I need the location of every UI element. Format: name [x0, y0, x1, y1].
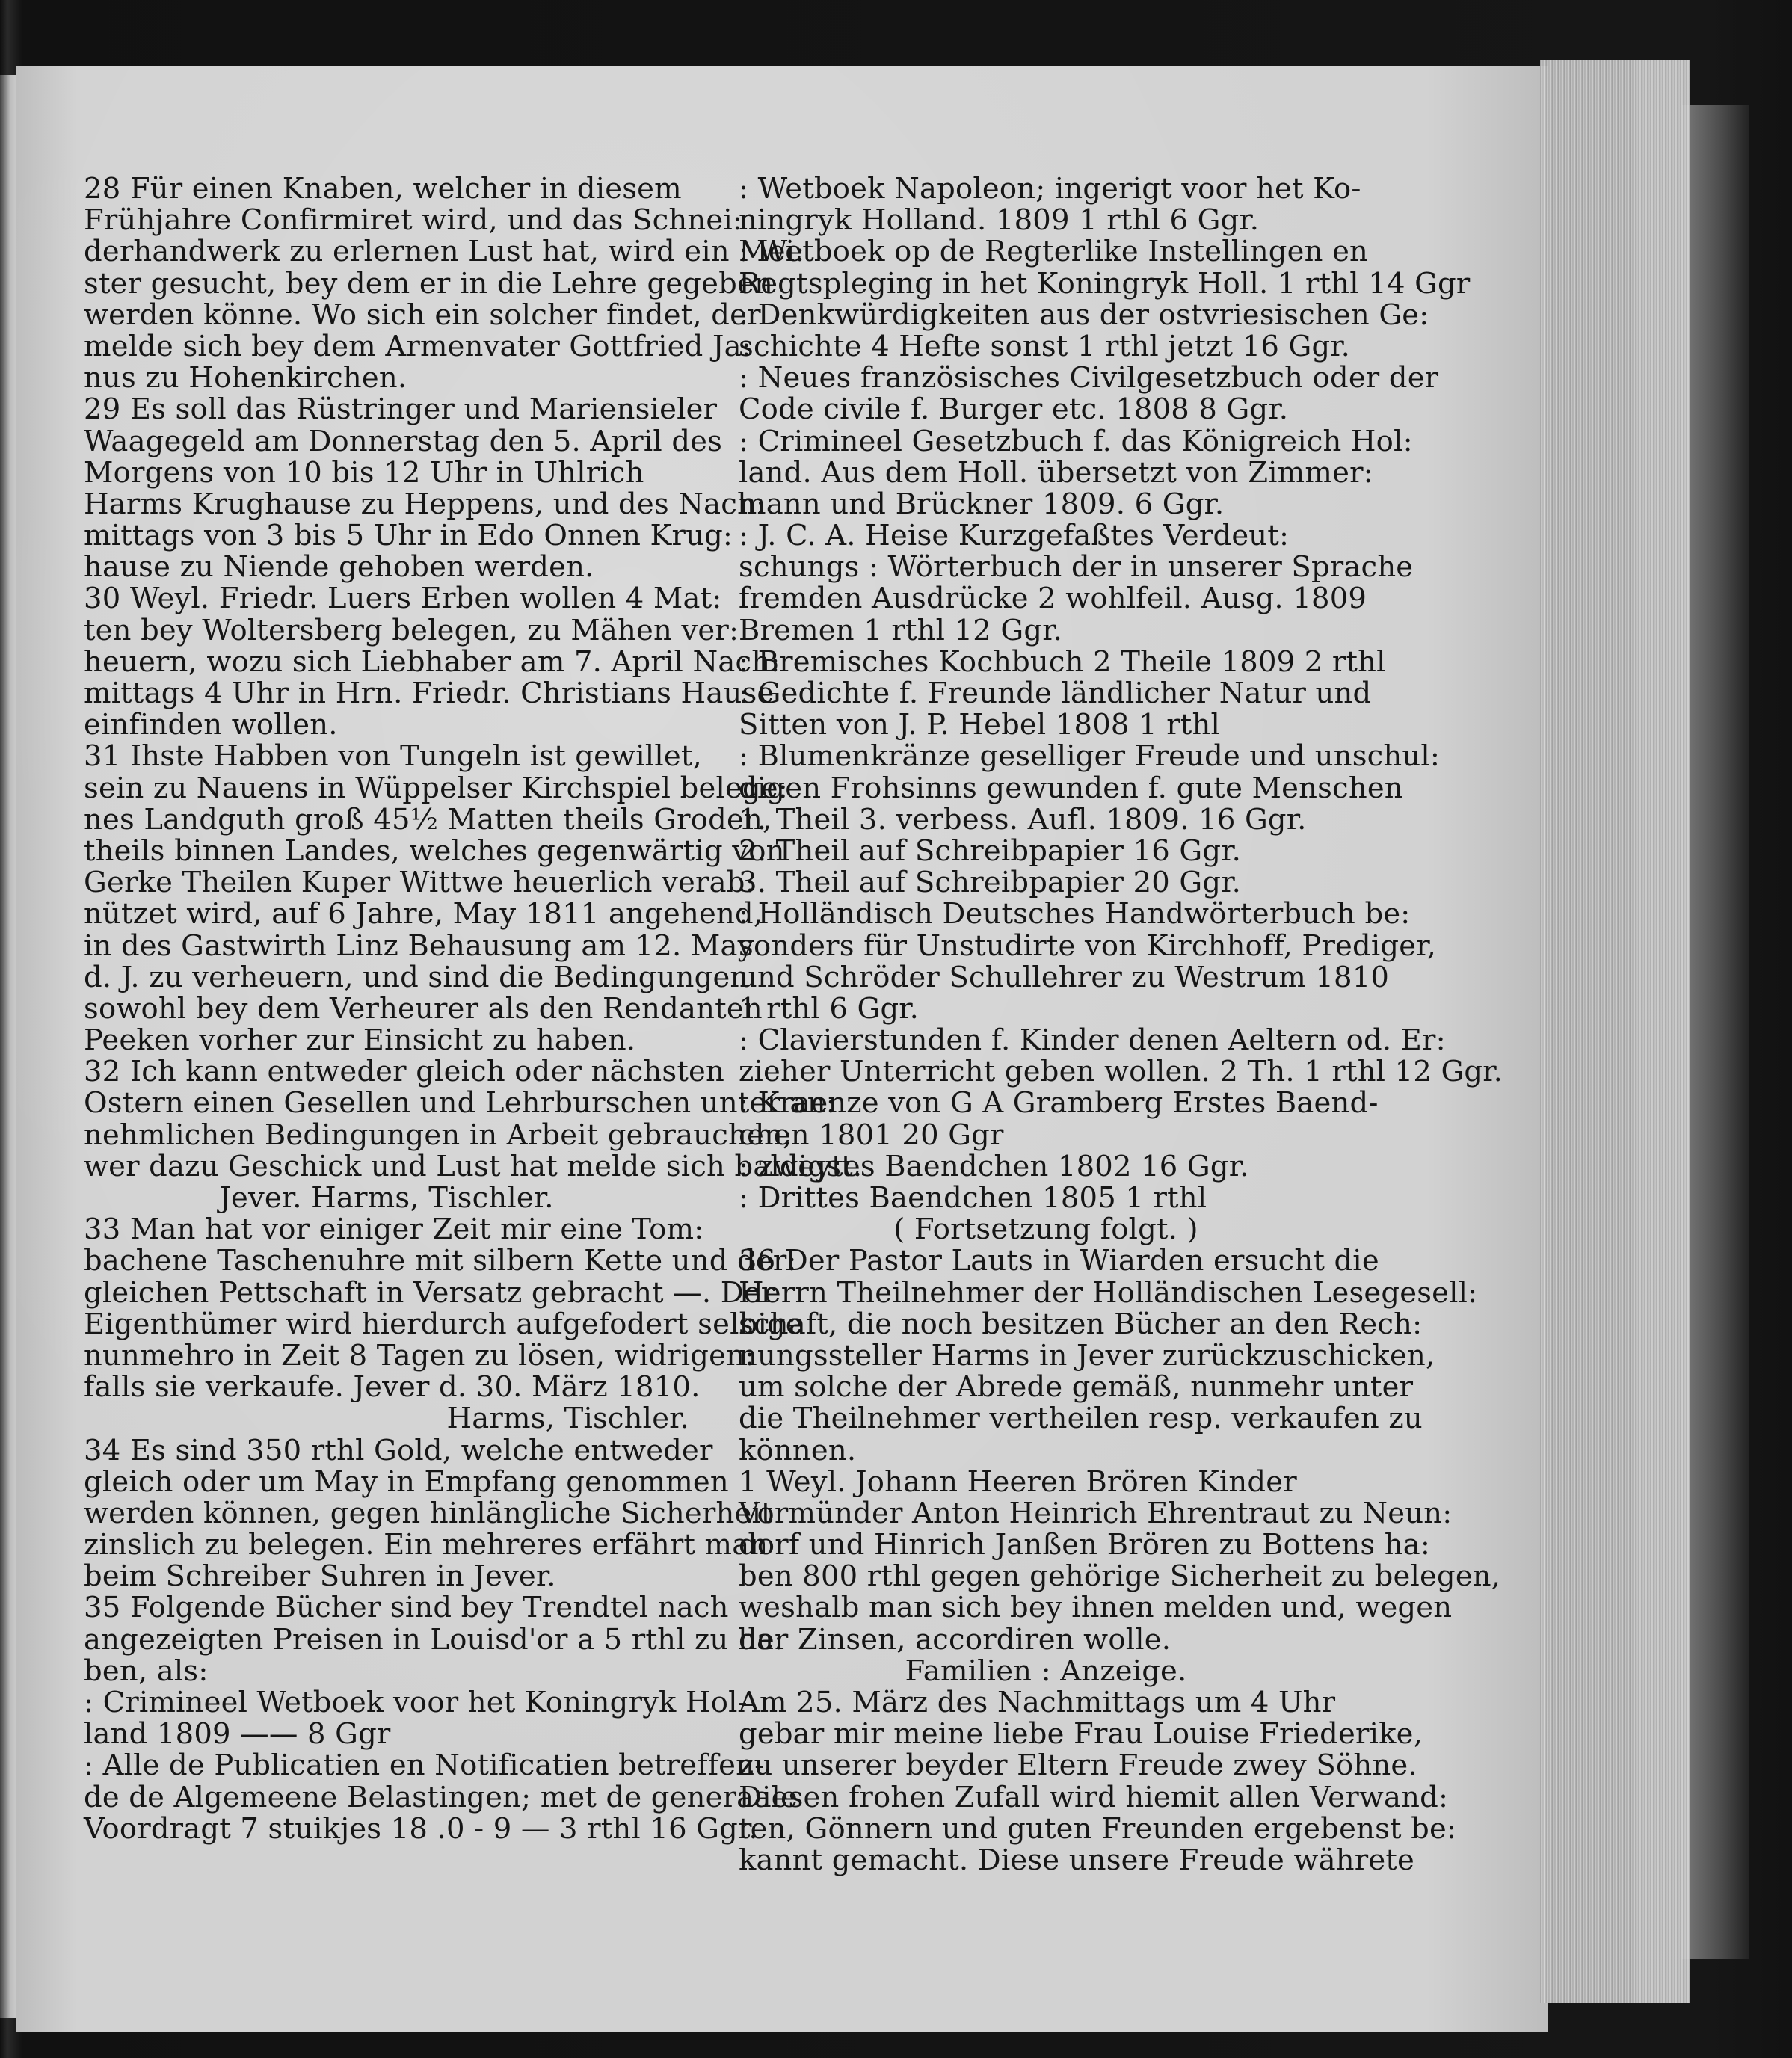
text-line: Code civile f. Burger etc. 1808 8 Ggr. — [739, 392, 1289, 427]
text-line: Harms Krughause zu Heppens, und des Nach: — [84, 487, 766, 521]
text-line: 1 Weyl. Johann Heeren Brören Kinder — [739, 1464, 1297, 1499]
text-line: 28 Für einen Knaben, welcher in diesem — [84, 172, 682, 206]
text-line: : Wetboek Napoleon; ingerigt voor het Ko- — [739, 172, 1361, 206]
text-line: wer dazu Geschick und Lust hat melde sich baldigst. — [84, 1149, 863, 1183]
text-line: zu unserer beyder Eltern Freude zwey Söhne. — [739, 1749, 1417, 1783]
text-line: gleichen Pettschaft in Versatz gebracht —. Der — [84, 1275, 775, 1310]
text-line: mann und Brückner 1809. 6 Ggr. — [739, 487, 1225, 521]
text-line: schichte 4 Hefte sonst 1 rthl jetzt 16 Ggr. — [739, 329, 1351, 363]
text-line: 32 Ich kann entweder gleich oder nächsten — [84, 1055, 725, 1089]
text-line: Peeken vorher zur Einsicht zu haben. — [84, 1023, 636, 1058]
text-line: sowohl bey dem Verheurer als den Rendanten — [84, 991, 763, 1026]
text-line: sein zu Nauens in Wüppelser Kirchspiel belege: — [84, 771, 788, 805]
text-line: melde sich bey dem Armenvater Gottfried Ja: — [84, 329, 751, 363]
text-line: zieher Unterricht geben wollen. 2 Th. 1 rthl 12 Ggr. — [739, 1055, 1503, 1089]
text-line: 31 Ihste Habben von Tungeln ist gewillet, — [84, 739, 702, 774]
text-line: Regtspleging in het Koningryk Holl. 1 rthl 14 Ggr — [739, 266, 1471, 301]
text-line: nus zu Hohenkirchen. — [84, 361, 407, 395]
text-line: ster gesucht, bey dem er in die Lehre gegeben — [84, 266, 773, 301]
text-line: weshalb man sich bey ihnen melden und, wegen — [739, 1591, 1453, 1625]
text-line: de de Algemeene Belastingen; met de generaale — [84, 1780, 798, 1814]
text-line: Voordragt 7 stuikjes 18 .0 - 9 — 3 rthl 16 Ggr. — [84, 1811, 758, 1846]
text-line: bachene Taschenuhre mit silbern Kette und der: — [84, 1244, 797, 1278]
book-cover-edge — [1682, 105, 1749, 1959]
text-line: : Crimineel Gesetzbuch f. das Königreich Hol: — [739, 424, 1413, 458]
page-stack-edge — [1540, 60, 1690, 2003]
text-line: : Wetboek op de Regterlike Instellingen en — [739, 235, 1369, 269]
text-line: : Crimineel Wetboek voor het Koningryk Hol- — [84, 1686, 748, 1719]
text-line: land. Aus dem Holl. übersetzt von Zimmer: — [739, 455, 1373, 490]
text-line: Am 25. März des Nachmittags um 4 Uhr — [739, 1686, 1336, 1719]
text-line: 33 Man hat vor einiger Zeit mir eine Tom: — [84, 1213, 704, 1247]
text-line: und Schröder Schullehrer zu Westrum 1810 — [739, 960, 1390, 994]
text-line: 1. Theil 3. verbess. Aufl. 1809. 16 Ggr. — [739, 802, 1307, 837]
text-line: : zweytes Baendchen 1802 16 Ggr. — [739, 1149, 1249, 1183]
text-line: digen Frohsinns gewunden f. gute Menschen — [739, 771, 1403, 805]
text-line: gebar mir meine liebe Frau Louise Friederike, — [739, 1717, 1423, 1752]
text-line: : Blumenkränze geselliger Freude und unschul: — [739, 739, 1441, 774]
text-line: Waagegeld am Donnerstag den 5. April des — [84, 424, 723, 458]
text-line: Ostern einen Gesellen und Lehrburschen unter an: — [84, 1086, 836, 1121]
text-line: hause zu Niende gehoben werden. — [84, 550, 594, 585]
text-line: theils binnen Landes, welches gegenwärtig von — [84, 834, 785, 868]
text-line: kannt gemacht. Diese unsere Freude währete — [739, 1843, 1414, 1877]
right-text-column — [739, 172, 1503, 1877]
text-line: : J. C. A. Heise Kurzgefaßtes Verdeut: — [739, 519, 1290, 553]
text-line: ten bey Woltersberg belegen, zu Mähen ver: — [84, 613, 739, 647]
text-line: ten, Gönnern und guten Freunden ergebenst be: — [739, 1811, 1457, 1846]
text-line: land 1809 —— 8 Ggr — [84, 1717, 391, 1752]
text-line: schaft, die noch besitzen Bücher an den Rech: — [739, 1307, 1423, 1341]
text-line: Jever. Harms, Tischler. — [219, 1181, 554, 1215]
text-line: ningryk Holland. 1809 1 rthl 6 Ggr. — [739, 203, 1260, 238]
text-line: nunmehro in Zeit 8 Tagen zu lösen, widrigen: — [84, 1338, 755, 1372]
text-line: Harms, Tischler. — [446, 1402, 689, 1436]
text-line: sonders für Unstudirte von Kirchhoff, Prediger, — [739, 928, 1437, 963]
text-line: Morgens von 10 bis 12 Uhr in Uhlrich — [84, 455, 644, 490]
text-line: 2. Theil auf Schreibpapier 16 Ggr. — [739, 834, 1242, 868]
text-line: fremden Ausdrücke 2 wohlfeil. Ausg. 1809 — [739, 582, 1367, 616]
text-line: Gerke Theilen Kuper Wittwe heuerlich verab: — [84, 866, 755, 900]
text-line: d. J. zu verheuern, und sind die Bedingungen — [84, 960, 749, 994]
text-line: Familien : Anzeige. — [905, 1654, 1187, 1688]
text-line: mittags von 3 bis 5 Uhr in Edo Onnen Krug: — [84, 519, 733, 553]
text-line: einfinden wollen. — [84, 708, 338, 742]
text-line: können. — [739, 1433, 857, 1467]
text-line: chen 1801 20 Ggr — [739, 1118, 1004, 1152]
text-line: heuern, wozu sich Liebhaber am 7. April Nach: — [84, 644, 780, 679]
text-line: : Neues französisches Civilgesetzbuch oder der — [739, 361, 1439, 395]
text-line: Bremen 1 rthl 12 Ggr. — [739, 613, 1063, 647]
text-line: : Gedichte f. Freunde ländlicher Natur und — [739, 677, 1372, 710]
text-line: nehmlichen Bedingungen in Arbeit gebrauchen; — [84, 1118, 793, 1152]
text-line: beim Schreiber Suhren in Jever. — [84, 1559, 556, 1594]
text-line: Vormünder Anton Heinrich Ehrentraut zu Neun: — [739, 1496, 1453, 1530]
text-line: werden könne. Wo sich ein solcher findet, der — [84, 298, 761, 332]
text-line: gleich oder um May in Empfang genommen — [84, 1464, 729, 1499]
text-line: ben, als: — [84, 1654, 209, 1688]
text-line: Diesen frohen Zufall wird hiemit allen Verwand: — [739, 1780, 1449, 1814]
text-line: ben 800 rthl gegen gehörige Sicherheit zu belegen, — [739, 1559, 1501, 1594]
text-line: zinslich zu belegen. Ein mehreres erfährt man — [84, 1528, 769, 1562]
text-line: 34 Es sind 350 rthl Gold, welche entweder — [84, 1433, 713, 1467]
text-line: Sitten von J. P. Hebel 1808 1 rthl — [739, 708, 1220, 742]
text-line: der Zinsen, accordiren wolle. — [739, 1622, 1171, 1657]
text-line: : Bremisches Kochbuch 2 Theile 1809 2 rthl — [739, 644, 1386, 679]
text-line: Eigenthümer wird hierdurch aufgefodert selbige — [84, 1307, 803, 1341]
text-line: : Denkwürdigkeiten aus der ostvriesischen Ge: — [739, 298, 1429, 332]
text-line: nes Landguth groß 45½ Matten theils Groden, — [84, 802, 772, 837]
text-line: dorf und Hinrich Janßen Brören zu Bottens ha: — [739, 1528, 1431, 1562]
text-line: nungssteller Harms in Jever zurückzuschicken, — [739, 1338, 1435, 1372]
text-line: 36 Der Pastor Lauts in Wiarden ersucht die — [739, 1244, 1379, 1278]
text-line: Herrn Theilnehmer der Holländischen Lesegesell: — [739, 1275, 1478, 1310]
text-line: 35 Folgende Bücher sind bey Trendtel nach — [84, 1591, 729, 1625]
text-line: die Theilnehmer vertheilen resp. verkaufen zu — [739, 1402, 1423, 1436]
text-line: : Kraenze von G A Gramberg Erstes Baend- — [739, 1086, 1379, 1121]
text-line: 29 Es soll das Rüstringer und Mariensieler — [84, 392, 718, 427]
text-line: 1 rthl 6 Ggr. — [739, 991, 920, 1026]
text-line: mittags 4 Uhr in Hrn. Friedr. Christians Hause — [84, 677, 775, 710]
text-line: : Holländisch Deutsches Handwörterbuch be: — [739, 897, 1411, 931]
text-line: angezeigten Preisen in Louisd'or a 5 rthl zu ha: — [84, 1622, 784, 1657]
text-line: : Clavierstunden f. Kinder denen Aeltern od. Er: — [739, 1023, 1446, 1058]
text-line: : Drittes Baendchen 1805 1 rthl — [739, 1181, 1207, 1215]
text-line: um solche der Abrede gemäß, nunmehr unter — [739, 1370, 1414, 1405]
text-line: werden können, gegen hinlängliche Sicherheit — [84, 1496, 773, 1530]
text-line: 30 Weyl. Friedr. Luers Erben wollen 4 Mat: — [84, 582, 722, 616]
text-line: Frühjahre Confirmiret wird, und das Schnei: — [84, 203, 742, 238]
text-line: derhandwerk zu erlernen Lust hat, wird ein Mei: — [84, 235, 805, 269]
text-line: schungs : Wörterbuch der in unserer Sprache — [739, 550, 1414, 585]
text-line: : Alle de Publicatien en Notificatien betreffen- — [84, 1749, 765, 1783]
text-line: nützet wird, auf 6 Jahre, May 1811 angehend, — [84, 897, 763, 931]
text-line: 3. Theil auf Schreibpapier 20 Ggr. — [739, 866, 1242, 900]
text-line: falls sie verkaufe. Jever d. 30. März 1810. — [84, 1370, 701, 1405]
text-line: in des Gastwirth Linz Behausung am 12. May — [84, 928, 754, 963]
text-line: ( Fortsetzung folgt. ) — [893, 1213, 1198, 1247]
